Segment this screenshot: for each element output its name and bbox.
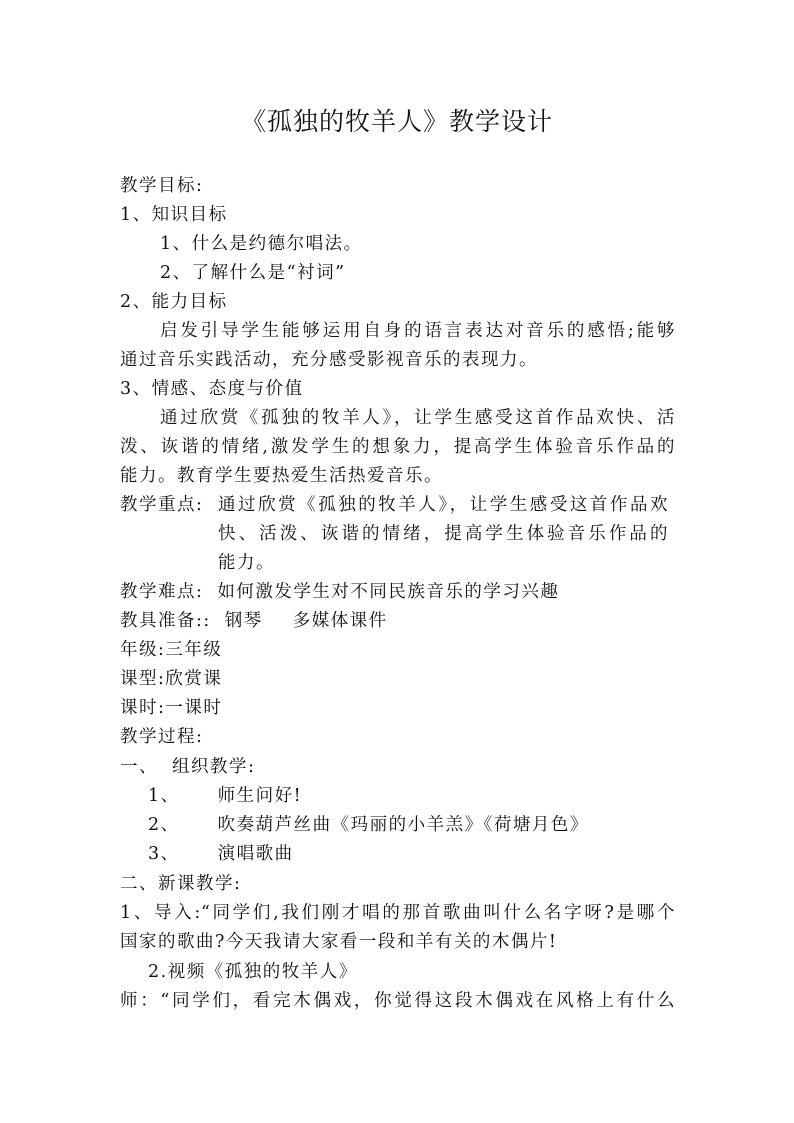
organize-heading	[120, 752, 255, 782]
tools-line	[120, 606, 388, 636]
intro-line: 1、导入:“同学们,我们刚才唱的那首歌曲叫什么名字呀?是哪个	[120, 903, 675, 923]
duration-label: 课时:	[120, 698, 166, 718]
tools-item: 多媒体课件	[292, 611, 388, 631]
emotion-heading: 3、情感、态度与价值	[120, 379, 304, 399]
knowledge-heading: 1、知识目标	[120, 205, 228, 225]
ability-text-line: 通过音乐实践活动，充分感受影视音乐的表现力。	[120, 350, 538, 370]
organize-heading-text: 组织教学:	[172, 757, 256, 777]
ability-text-line: 启发引导学生能够运用自身的语言表达对音乐的感悟;能够	[160, 321, 675, 341]
organize-item	[148, 810, 589, 840]
document-title: 《孤独的牧羊人》教学设计	[240, 107, 553, 136]
difficulty-text: 如何激发学生对不同民族音乐的学习兴趣	[217, 582, 560, 602]
teacher-line: 师：“同学们，看完木偶戏，你觉得这段木偶戏在风格上有什么	[120, 991, 675, 1011]
tools-item: 钢琴	[224, 611, 263, 631]
organize-item	[148, 781, 302, 811]
organize-heading-num: 一、	[120, 757, 158, 777]
intro-line: 国家的歌曲?今天我请大家看一段和羊有关的木偶片!	[120, 932, 558, 952]
lesson-type-value: 欣赏课	[165, 669, 223, 689]
grade-line	[120, 635, 222, 665]
grade-label: 年级:	[120, 640, 166, 660]
tools-label: 教具准备::	[120, 611, 211, 631]
video-line: 2.视频《孤独的牧羊人》	[148, 962, 358, 982]
emotion-text-line: 能力。教育学生要热爱生活热爱音乐。	[120, 466, 443, 486]
emotion-text-line: 通过欣赏《孤独的牧羊人》，让学生感受这首作品欢快、活	[160, 408, 675, 428]
knowledge-item: 2、了解什么是“衬词”	[160, 263, 346, 283]
key-points-line: 能力。	[218, 553, 275, 573]
organize-item-text: 演唱歌曲	[217, 844, 294, 864]
organize-item-text: 师生问好!	[217, 786, 303, 806]
duration-value: 一课时	[165, 698, 223, 718]
difficulty-line	[120, 577, 559, 607]
organize-item-num: 3、	[148, 844, 180, 864]
process-heading: 教学过程:	[120, 727, 204, 747]
organize-item-num: 2、	[148, 815, 180, 835]
organize-item	[148, 839, 294, 869]
grade-value: 三年级	[165, 640, 223, 660]
new-lesson-heading: 二、新课教学:	[120, 874, 242, 894]
key-points-label: 教学重点:	[120, 495, 204, 515]
ability-heading: 2、能力目标	[120, 292, 228, 312]
knowledge-item: 1、什么是约德尔唱法。	[160, 234, 363, 254]
objectives-heading: 教学目标:	[120, 176, 204, 196]
duration-line	[120, 693, 222, 723]
emotion-text-line: 泼、诙谐的情绪,激发学生的想象力，提高学生体验音乐作品的	[120, 437, 675, 457]
organize-item-text: 吹奏葫芦丝曲《玛丽的小羊羔》《荷塘月色》	[217, 815, 589, 835]
organize-item-num: 1、	[148, 786, 180, 806]
key-points-line: 通过欣赏《孤独的牧羊人》，让学生感受这首作品欢	[218, 495, 668, 515]
lesson-type-line	[120, 664, 222, 694]
key-points-line: 快、活泼、诙谐的情绪，提高学生体验音乐作品的	[218, 524, 668, 544]
lesson-type-label: 课型:	[120, 669, 166, 689]
difficulty-label: 教学难点:	[120, 582, 204, 602]
